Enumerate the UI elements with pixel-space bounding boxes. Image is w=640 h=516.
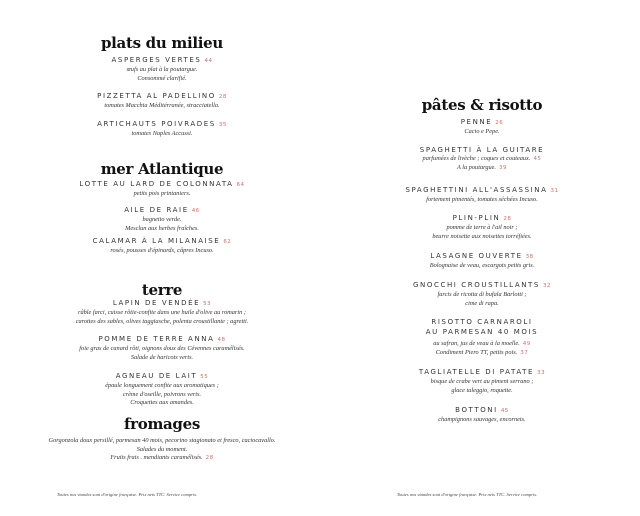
description-text: farcis de ricotta di bufala Barlotti ; <box>437 291 527 298</box>
dish-name-text: TAGLIATELLE DI PATATE <box>418 368 535 376</box>
description-text: bisque de crabe vert au piment serrano ; <box>430 378 534 385</box>
dish-name-text: CALAMAR À LA MILANAISE <box>92 237 221 245</box>
dish-name-text: ASPERGES VERTES <box>111 56 202 64</box>
dish-description <box>332 128 632 137</box>
menu-item <box>332 117 632 137</box>
menu-item <box>12 55 312 83</box>
dish-name <box>332 213 632 224</box>
dish-name <box>12 119 312 130</box>
description-text: foie gras de canard rôti, oignons doux des Cévennes caramélisés. <box>79 345 245 352</box>
dish-name-text: PIZZETTA AL PADELLINO <box>97 92 216 100</box>
dish-price: 49 <box>522 341 531 347</box>
description-text: Gorgonzola doux persillé, parmesan 40 mois, pecorino stagionato et fresco, caciocavallo. <box>48 437 276 444</box>
description-text: carottes des sables, olives taggiasche, polenta croustillante ; agretti. <box>75 317 249 325</box>
dish-name <box>332 251 632 262</box>
description-text: Consommé clarifié. <box>137 74 187 82</box>
dish-description <box>332 196 632 205</box>
dish-description <box>332 300 632 309</box>
footer-note: Toutes nos viandes sont d'origine française. Prix nets TTC. Service compris. <box>396 492 538 497</box>
dish-name-text: AGNEAU DE LAIT <box>115 372 198 380</box>
description-text: Mesclun aux herbes fraîches. <box>125 224 199 232</box>
right-page <box>332 0 632 516</box>
dish-name-text: POMME DE TERRE ANNA <box>98 335 215 343</box>
dish-price: 44 <box>204 58 213 64</box>
dish-price: 45 <box>533 156 542 162</box>
dish-name <box>12 91 312 102</box>
description-text: Condiment Piero TT, petits pois. <box>435 348 518 356</box>
dish-description <box>12 382 312 391</box>
dish-description <box>332 387 632 396</box>
dish-description <box>332 262 632 271</box>
dish-description <box>12 309 312 318</box>
dish-price: 39 <box>499 164 507 171</box>
menu-item <box>12 179 312 199</box>
description-text: Salade de haricots verts. <box>130 353 194 361</box>
menu-item <box>332 213 632 241</box>
dish-price: 32 <box>542 283 551 289</box>
dish-description <box>12 216 312 225</box>
description-text: petits pois printaniers. <box>133 190 191 197</box>
dish-name <box>12 236 312 247</box>
dish-name <box>332 280 632 291</box>
dish-name-text: SPAGHETTINI ALL'ASSASSINA <box>405 186 548 194</box>
dish-name <box>12 371 312 382</box>
menu-item <box>12 205 312 233</box>
dish-name-text: PENNE <box>460 118 493 126</box>
dish-price: 45 <box>500 408 509 414</box>
dish-description <box>332 224 632 233</box>
dish-price: 38 <box>525 254 534 260</box>
dish-price: 64 <box>236 182 245 188</box>
menu-item <box>332 280 632 308</box>
dish-name-line2: AU PARMESAN 40 MOIS <box>425 328 539 336</box>
menu-item <box>332 145 632 172</box>
dish-name <box>332 405 632 416</box>
dish-price: 46 <box>191 208 200 214</box>
dish-description <box>12 318 312 327</box>
description-text: glace taleggio, roquette. <box>451 386 513 394</box>
dish-description <box>12 391 312 400</box>
dish-description <box>332 164 632 173</box>
dish-price: 28 <box>218 94 227 100</box>
dish-description <box>12 130 312 139</box>
menu-item <box>12 334 312 362</box>
description-text: Fruits frais . mendiants caramélisés. <box>110 454 203 461</box>
description-text: rosés, pousses d'épinards, câpres Incuso. <box>110 247 214 254</box>
dish-description <box>12 102 312 111</box>
left-page <box>12 0 312 516</box>
dish-name-text: BOTTONI <box>455 406 498 414</box>
dish-name-text: PLIN-PLIN <box>452 214 501 222</box>
dish-price: 31 <box>550 188 559 194</box>
description-text: A la poutargue. <box>456 163 496 171</box>
dish-name <box>332 185 632 196</box>
description-text: crème d'oseille, poivrons verts. <box>122 390 202 398</box>
dish-name-text: RISOTTO CARNAROLI <box>431 318 533 326</box>
dish-price: 53 <box>203 301 212 307</box>
dish-description <box>12 225 312 234</box>
description-text: fortement pimentés, tomates séchées Incuso. <box>426 196 538 203</box>
dish-name <box>12 55 312 66</box>
description-text: cime di rapa. <box>465 299 499 307</box>
dish-name-text: AILE DE RAIE <box>124 206 189 214</box>
menu-item <box>12 371 312 408</box>
dish-description <box>12 437 312 446</box>
description-text: pomme de terre à l'ail noir ; <box>446 224 518 231</box>
footer-note: Toutes nos viandes sont d'origine française. Prix nets TTC. Service compris. <box>56 492 198 497</box>
dish-description <box>332 378 632 387</box>
description-text: Salades du moment. <box>136 445 188 453</box>
dish-price: 28 <box>205 455 214 461</box>
dish-name-text: SPAGHETTI À LA GUITARE <box>419 146 545 154</box>
dish-description <box>332 155 632 164</box>
menu-item <box>12 236 312 256</box>
dish-description <box>12 247 312 256</box>
dish-price: 62 <box>223 239 232 245</box>
dish-price: 26 <box>495 120 504 126</box>
description-text: parfumées de livèche ; coques et couteaux. <box>422 155 531 162</box>
dish-description <box>12 190 312 199</box>
description-text: Cacio e Pepe. <box>464 128 500 135</box>
dish-name <box>332 317 632 327</box>
dish-description <box>332 349 632 358</box>
section-title: mer Atlantique <box>100 160 224 178</box>
menu-item <box>332 367 632 395</box>
dish-price: 33 <box>537 370 546 376</box>
section-title: terre <box>141 281 183 299</box>
description-text: tomates Naples Accussi. <box>131 130 193 137</box>
description-text: râble farci, cuisse rôtie-confite dans une huile d'olive au romarin ; <box>78 309 246 316</box>
menu-item <box>12 437 312 463</box>
menu-item <box>12 91 312 111</box>
dish-name <box>332 367 632 378</box>
dish-price: 35 <box>218 122 227 128</box>
description-text: tomates Macchia Méditérranée, stracciatella. <box>104 102 220 109</box>
menu-item <box>332 405 632 425</box>
dish-description <box>12 66 312 75</box>
dish-description <box>12 446 312 455</box>
dish-description <box>12 399 312 408</box>
description-text: champignons sauvages, encornets. <box>438 416 526 423</box>
dish-name-text: LASAGNE OUVERTE <box>430 252 523 260</box>
dish-description <box>12 354 312 363</box>
dish-name <box>12 179 312 190</box>
dish-name <box>332 145 632 155</box>
dish-description <box>332 291 632 300</box>
section-title: pâtes & risotto <box>421 96 543 114</box>
menu-item <box>12 298 312 326</box>
dish-price: 37 <box>520 349 529 356</box>
menu-item <box>332 185 632 205</box>
section-title: fromages <box>123 415 201 433</box>
dish-name <box>332 117 632 128</box>
menu-item <box>12 119 312 139</box>
dish-name-text: LOTTE AU LARD DE COLONNATA <box>79 180 234 188</box>
menu-item <box>332 317 632 357</box>
dish-description <box>12 454 312 463</box>
description-text: épaule longuement confite aux aromatiques ; <box>105 382 219 389</box>
dish-description <box>332 233 632 242</box>
dish-price: 55 <box>200 374 209 380</box>
description-text: beurre noisette aux noisettes torréfiées. <box>432 232 532 240</box>
dish-name-text: LAPIN DE VENDÉE <box>112 299 201 307</box>
menu-item <box>332 251 632 271</box>
description-text: œufs au plat à la poutargue. <box>126 66 198 73</box>
section-title: plats du milieu <box>100 34 224 52</box>
dish-price: 28 <box>503 216 512 222</box>
dish-name <box>12 298 312 309</box>
dish-description <box>12 345 312 354</box>
dish-description <box>332 416 632 425</box>
dish-price: 48 <box>217 337 226 343</box>
dish-name <box>12 205 312 216</box>
dish-description <box>12 75 312 84</box>
description-text: Croquettes aux amandes. <box>130 399 194 406</box>
description-text: Bolognaise de veau, escargots petits gris. <box>429 262 535 269</box>
dish-name-text: ARTICHAUTS POIVRADES <box>97 120 216 128</box>
dish-name <box>12 334 312 345</box>
dish-description <box>332 340 632 349</box>
dish-name-text: GNOCCHI CROUSTILLANTS <box>413 281 540 289</box>
description-text: bagnetto verde. <box>142 216 182 223</box>
description-text: au safran, jus de veau à la moelle. <box>433 340 520 347</box>
